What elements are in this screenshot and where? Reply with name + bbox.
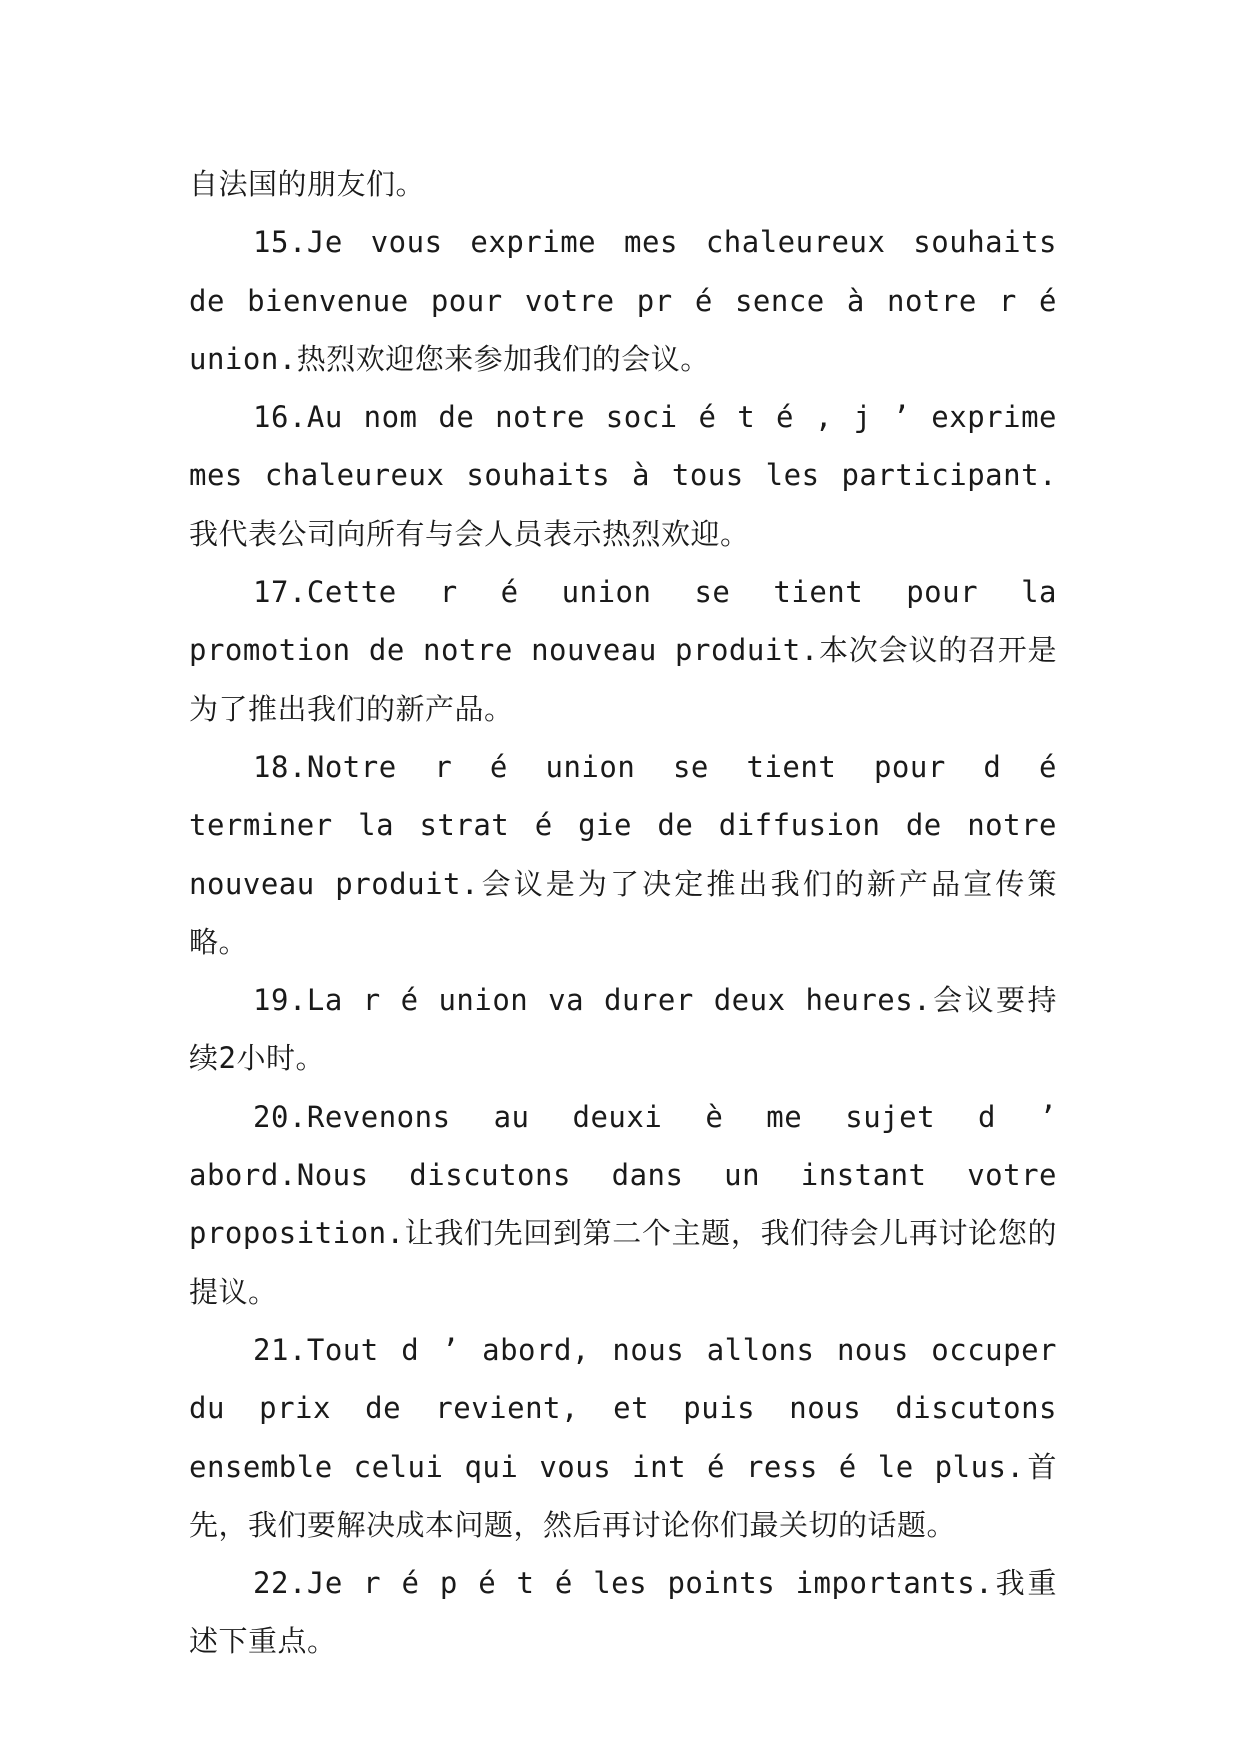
paragraph-20: 20.Revenons au deuxi è me sujet d ’ abord.Nous discutons dans un instant votre proposition.让我们先回到第二个主题，我们待会儿再讨论您的提议。 <box>189 1099 1057 1309</box>
paragraph-19: 19.La r é union va durer deux heures.会议要持续2小时。 <box>189 983 1057 1076</box>
paragraph-continuation: 自法国的朋友们。 <box>189 167 426 201</box>
document-page <box>189 155 1057 1671</box>
paragraph-21: 21.Tout d ’ abord, nous allons nous occuper du prix de revient, et puis nous discutons ensemble celui qui vous int é ress é le plus.首先，我们要解决成本问题，然后再讨论你们最关切的话题。 <box>189 1332 1057 1542</box>
paragraph-18: 18.Notre r é union se tient pour d é terminer la strat é gie de diffusion de notre nouveau produit.会议是为了决定推出我们的新产品宣传策略。 <box>189 749 1057 959</box>
paragraph-22: 22.Je r é p é t é les points importants.我重述下重点。 <box>189 1566 1057 1659</box>
paragraph-16: 16.Au nom de notre soci é t é , j ’ exprime mes chaleureux souhaits à tous les participant.我代表公司向所有与会人员表示热烈欢迎。 <box>189 400 1057 551</box>
paragraph-15: 15.Je vous exprime mes chaleureux souhaits de bienvenue pour votre pr é sence à notre r é union.热烈欢迎您来参加我们的会议。 <box>189 225 1057 376</box>
paragraph-17: 17.Cette r é union se tient pour la promotion de notre nouveau produit.本次会议的召开是为了推出我们的新产品。 <box>189 575 1057 726</box>
